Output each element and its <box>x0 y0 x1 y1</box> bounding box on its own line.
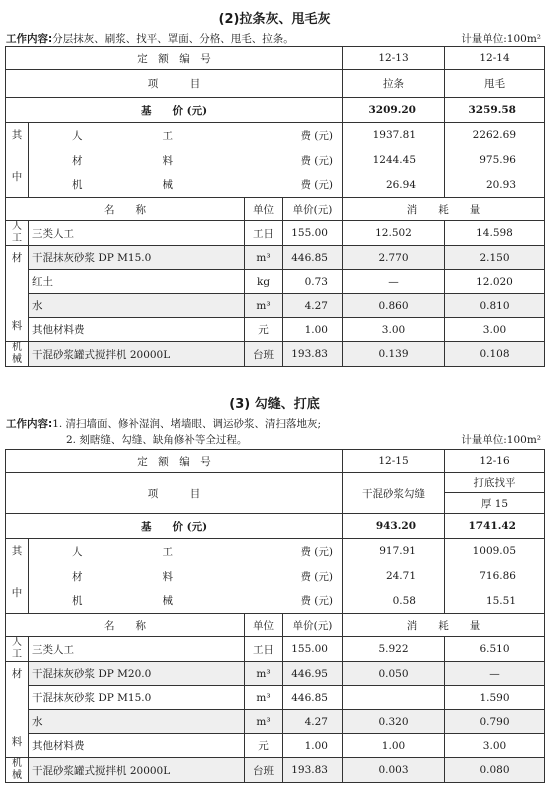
resource-unit: 元 <box>245 318 283 342</box>
resource-unit: m³ <box>245 686 283 710</box>
header-unit: 单位 <box>245 614 283 637</box>
consumption-value: 0.139 <box>343 342 445 367</box>
consumption-value <box>343 686 445 710</box>
cost-label-a: 机 <box>72 595 83 608</box>
resource-price: 446.85 <box>283 246 343 270</box>
resource-name: 水 <box>29 710 245 734</box>
consumption-value: 5.922 <box>343 637 445 662</box>
resource-price: 193.83 <box>283 758 343 783</box>
base-price: 943.20 <box>343 514 445 539</box>
cost-label <box>29 564 343 589</box>
consumption-value: — <box>343 270 445 294</box>
header-price: 单价(元) <box>283 198 343 221</box>
cost-label <box>29 173 343 198</box>
category-labor: 人工 <box>6 221 29 246</box>
cost-label-a: 材 <box>72 570 83 583</box>
header-unit: 单位 <box>245 198 283 221</box>
cost-label-a: 人 <box>72 129 83 142</box>
resource-name: 干混抹灰砂浆 DP M20.0 <box>29 662 245 686</box>
cost-value: 2262.69 <box>445 123 545 148</box>
base-price: 1741.42 <box>445 514 545 539</box>
item-name: 干混砂浆勾缝 <box>343 473 445 514</box>
resource-price: 446.95 <box>283 662 343 686</box>
category-material <box>6 246 29 342</box>
cost-value: 716.86 <box>445 564 545 589</box>
consumption-value: 2.150 <box>445 246 545 270</box>
consumption-value: 0.320 <box>343 710 445 734</box>
include-label-top: 其 <box>11 545 23 557</box>
resource-price: 1.00 <box>283 318 343 342</box>
include-label-top: 其 <box>11 129 23 141</box>
category-material-bottom: 料 <box>11 736 23 748</box>
resource-name: 其他材料费 <box>29 734 245 758</box>
resource-name: 水 <box>29 294 245 318</box>
header-consumption: 消 耗 量 <box>343 198 545 221</box>
item-name: 打底找平 <box>445 473 545 493</box>
cost-label-c: 费 (元) <box>300 154 333 167</box>
resource-name: 干混抹灰砂浆 DP M15.0 <box>29 686 245 710</box>
cost-label-c: 费 (元) <box>300 179 333 192</box>
consumption-value: 3.00 <box>445 734 545 758</box>
cost-value: 1244.45 <box>343 148 445 173</box>
work-content-line-2: 2. 刻瞎缝、勾缝、缺角修补等全过程。 <box>66 434 248 446</box>
cost-label <box>29 123 343 148</box>
item-name: 拉条 <box>343 70 445 98</box>
base-price: 3209.20 <box>343 98 445 123</box>
resource-price: 446.85 <box>283 686 343 710</box>
resource-price: 4.27 <box>283 710 343 734</box>
resource-unit: 台班 <box>245 758 283 783</box>
consumption-value: — <box>445 662 545 686</box>
cost-label-c: 费 (元) <box>300 129 333 142</box>
consumption-value: 0.108 <box>445 342 545 367</box>
cost-label <box>29 148 343 173</box>
cost-value: 975.96 <box>445 148 545 173</box>
resource-unit: 工日 <box>245 637 283 662</box>
cost-label-a: 机 <box>72 179 83 192</box>
work-content-text: 1. 清扫墙面、修补湿润、堵墙眼、调运砂浆、清扫落地灰; <box>52 418 322 430</box>
work-content-label: 工作内容: <box>6 33 53 45</box>
cost-value: 26.94 <box>343 173 445 198</box>
consumption-value: 12.502 <box>343 221 445 246</box>
cost-label <box>29 539 343 564</box>
quota-code-label: 定 额 编 号 <box>6 47 343 70</box>
item-spec: 厚 15 <box>445 493 545 514</box>
resource-name: 其他材料费 <box>29 318 245 342</box>
resource-name: 干混抹灰砂浆 DP M15.0 <box>29 246 245 270</box>
header-name: 名 称 <box>6 614 245 637</box>
resource-unit: m³ <box>245 710 283 734</box>
resource-unit: kg <box>245 270 283 294</box>
quota-code: 12-14 <box>445 47 545 70</box>
consumption-value: 0.860 <box>343 294 445 318</box>
category-machine: 机械 <box>6 758 29 783</box>
include-label <box>6 539 29 614</box>
resource-price: 155.00 <box>283 637 343 662</box>
section-title: (3) 勾缝、打底 <box>229 397 320 412</box>
cost-label-b: 械 <box>162 179 173 192</box>
section-title: (2)拉条灰、甩毛灰 <box>218 12 331 27</box>
resource-price: 4.27 <box>283 294 343 318</box>
cost-value: 1009.05 <box>445 539 545 564</box>
resource-name: 三类人工 <box>29 637 245 662</box>
include-label-bottom: 中 <box>11 171 23 183</box>
category-material-top: 材 <box>11 252 23 264</box>
work-content-label: 工作内容: <box>6 418 53 430</box>
cost-value: 0.58 <box>343 589 445 614</box>
resource-name: 三类人工 <box>29 221 245 246</box>
resource-name: 干混砂浆罐式搅拌机 20000L <box>29 342 245 367</box>
consumption-value: 12.020 <box>445 270 545 294</box>
consumption-value: 0.790 <box>445 710 545 734</box>
header-name: 名 称 <box>6 198 245 221</box>
consumption-value: 0.050 <box>343 662 445 686</box>
measure-unit: 计量单位:100m² <box>461 434 541 446</box>
base-price: 3259.58 <box>445 98 545 123</box>
consumption-value: 3.00 <box>343 318 445 342</box>
include-label-bottom: 中 <box>11 587 23 599</box>
resource-price: 193.83 <box>283 342 343 367</box>
cost-label-c: 费 (元) <box>300 570 333 583</box>
category-material-bottom: 料 <box>11 320 23 332</box>
resource-unit: 台班 <box>245 342 283 367</box>
consumption-value: 2.770 <box>343 246 445 270</box>
category-material <box>6 662 29 758</box>
cost-value: 20.93 <box>445 173 545 198</box>
cost-label-b: 料 <box>162 570 173 583</box>
consumption-value: 0.810 <box>445 294 545 318</box>
quota-table <box>5 449 545 783</box>
resource-unit: m³ <box>245 662 283 686</box>
cost-label-c: 费 (元) <box>300 545 333 558</box>
resource-price: 155.00 <box>283 221 343 246</box>
include-label <box>6 123 29 198</box>
category-labor: 人工 <box>6 637 29 662</box>
quota-code-label: 定 额 编 号 <box>6 450 343 473</box>
base-price-label: 基 价 (元) <box>6 514 343 539</box>
consumption-value: 1.00 <box>343 734 445 758</box>
category-material-top: 材 <box>11 668 23 680</box>
cost-label-b: 械 <box>162 595 173 608</box>
resource-unit: m³ <box>245 246 283 270</box>
work-content <box>6 416 321 431</box>
cost-value: 1937.81 <box>343 123 445 148</box>
item-label: 项 目 <box>6 473 343 514</box>
resource-name: 红土 <box>29 270 245 294</box>
cost-label-a: 材 <box>72 154 83 167</box>
work-content-text: 分层抹灰、刷浆、找平、罩面、分格、甩毛、拉条。 <box>52 33 294 45</box>
resource-price: 1.00 <box>283 734 343 758</box>
header-consumption: 消 耗 量 <box>343 614 545 637</box>
consumption-value: 0.003 <box>343 758 445 783</box>
cost-label-a: 人 <box>72 545 83 558</box>
base-price-label: 基 价 (元) <box>6 98 343 123</box>
cost-label <box>29 589 343 614</box>
cost-value: 15.51 <box>445 589 545 614</box>
work-content <box>6 31 294 46</box>
resource-name: 干混砂浆罐式搅拌机 20000L <box>29 758 245 783</box>
resource-price: 0.73 <box>283 270 343 294</box>
category-machine: 机械 <box>6 342 29 367</box>
resource-unit: 元 <box>245 734 283 758</box>
cost-label-b: 工 <box>162 545 173 558</box>
consumption-value: 14.598 <box>445 221 545 246</box>
consumption-value: 3.00 <box>445 318 545 342</box>
quota-table <box>5 46 545 367</box>
consumption-value: 0.080 <box>445 758 545 783</box>
cost-label-b: 料 <box>162 154 173 167</box>
quota-code: 12-16 <box>445 450 545 473</box>
consumption-value: 6.510 <box>445 637 545 662</box>
resource-unit: m³ <box>245 294 283 318</box>
measure-unit: 计量单位:100m² <box>461 33 541 45</box>
item-label: 项 目 <box>6 70 343 98</box>
quota-code: 12-15 <box>343 450 445 473</box>
quota-code: 12-13 <box>343 47 445 70</box>
cost-value: 24.71 <box>343 564 445 589</box>
header-price: 单价(元) <box>283 614 343 637</box>
consumption-value: 1.590 <box>445 686 545 710</box>
item-name: 甩毛 <box>445 70 545 98</box>
cost-label-b: 工 <box>162 129 173 142</box>
resource-unit: 工日 <box>245 221 283 246</box>
cost-value: 917.91 <box>343 539 445 564</box>
cost-label-c: 费 (元) <box>300 595 333 608</box>
